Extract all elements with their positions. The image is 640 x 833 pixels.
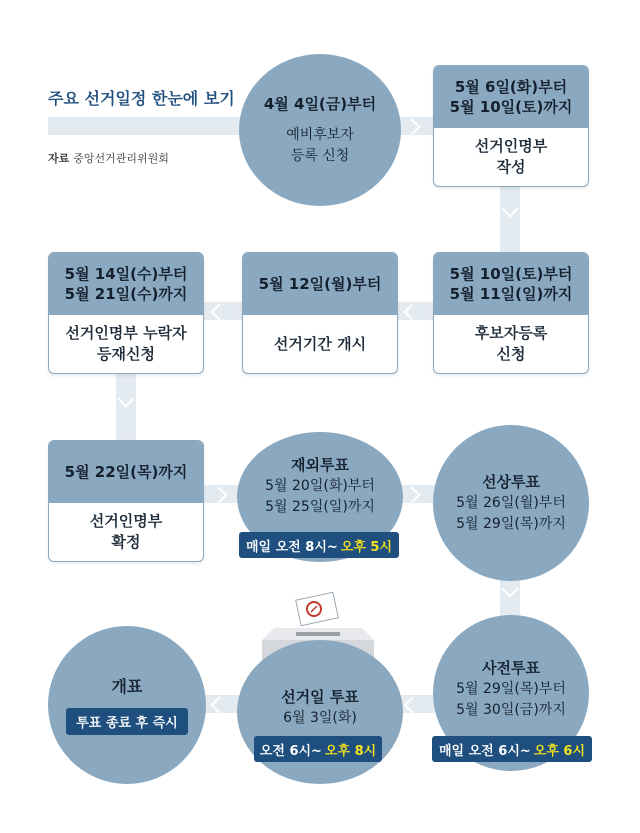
- step-roll-fix-box: [48, 440, 204, 562]
- overseas-date2: 5월 25일(일)까지: [265, 499, 375, 515]
- prereg-line2: 등록 신청: [290, 148, 350, 164]
- step-cand-reg-box: [433, 252, 589, 374]
- roll-omit-line2: 등재신청: [97, 345, 155, 363]
- campaign-line1: 선거기간 개시: [273, 334, 367, 353]
- ship-date2: 5월 29일(목)까지: [456, 516, 566, 532]
- prereg-line1: 예비후보자: [286, 127, 354, 143]
- early-time-end: 오후 6시: [533, 743, 586, 759]
- roll-make-line2: 작성: [496, 158, 526, 176]
- connector-band-left-1: [116, 370, 136, 445]
- early-time-start: 매일 오전 6시~: [438, 743, 531, 759]
- roll-make-date1: 5월 6일(화)부터: [454, 78, 568, 96]
- overseas-title: 재외투표: [291, 456, 349, 474]
- step-roll-omit-box: [48, 252, 204, 374]
- step-election-circle: [237, 640, 403, 784]
- early-time-badge: [432, 736, 592, 762]
- roll-fix-line2: 확정: [111, 533, 141, 551]
- count-sub: 투표 종료 후 즉시: [76, 715, 178, 731]
- campaign-date: 5월 12일(월)부터: [258, 275, 382, 293]
- roll-omit-date1: 5월 14일(수)부터: [64, 265, 188, 283]
- election-time-badge: [254, 736, 382, 762]
- source-label: 자료: [48, 152, 70, 165]
- roll-fix-date: 5월 22일(목)까지: [64, 463, 188, 481]
- early-title: 사전투표: [482, 659, 540, 677]
- overseas-date1: 5월 20일(화)부터: [265, 478, 375, 494]
- early-date2: 5월 30일(금)까지: [456, 702, 566, 718]
- step-count-circle: [48, 626, 206, 784]
- election-title: 선거일 투표: [281, 688, 359, 706]
- overseas-time-badge: [239, 532, 399, 558]
- election-date: 6월 3일(화): [283, 710, 357, 726]
- source-note: [48, 150, 169, 166]
- step-roll-make-box: [433, 65, 589, 187]
- ship-date1: 5월 26일(월)부터: [456, 495, 566, 511]
- election-time-end: 오후 8시: [324, 743, 377, 759]
- cand-reg-date2: 5월 11일(일)까지: [449, 285, 573, 303]
- step-prereg-circle: [239, 54, 401, 206]
- roll-make-line1: 선거인명부: [474, 137, 548, 155]
- early-date1: 5월 29일(목)부터: [456, 681, 566, 697]
- cand-reg-line1: 후보자등록: [474, 324, 548, 342]
- count-badge: [66, 708, 187, 735]
- roll-omit-date2: 5월 21일(수)까지: [64, 285, 188, 303]
- overseas-time-start: 매일 오전 8시~: [245, 539, 338, 555]
- roll-omit-line1: 선거인명부 누락자: [65, 324, 187, 342]
- connector-band-right-1: [500, 180, 520, 255]
- roll-make-date2: 5월 10일(토)까지: [449, 98, 573, 116]
- prereg-date: 4월 4일(금)부터: [263, 95, 377, 113]
- count-title: 개표: [111, 676, 143, 696]
- step-campaign-box: [242, 252, 398, 374]
- page-title: 주요 선거일정 한눈에 보기: [48, 89, 235, 108]
- election-time-start: 오전 6시~: [259, 743, 322, 759]
- roll-fix-line1: 선거인명부: [89, 512, 163, 530]
- cand-reg-date1: 5월 10일(토)부터: [449, 265, 573, 283]
- overseas-time-end: 오후 5시: [340, 539, 393, 555]
- step-ship-circle: [433, 425, 589, 581]
- ship-title: 선상투표: [482, 473, 540, 491]
- source-text: 중앙선거관리위원회: [73, 152, 169, 165]
- cand-reg-line2: 신청: [496, 345, 526, 363]
